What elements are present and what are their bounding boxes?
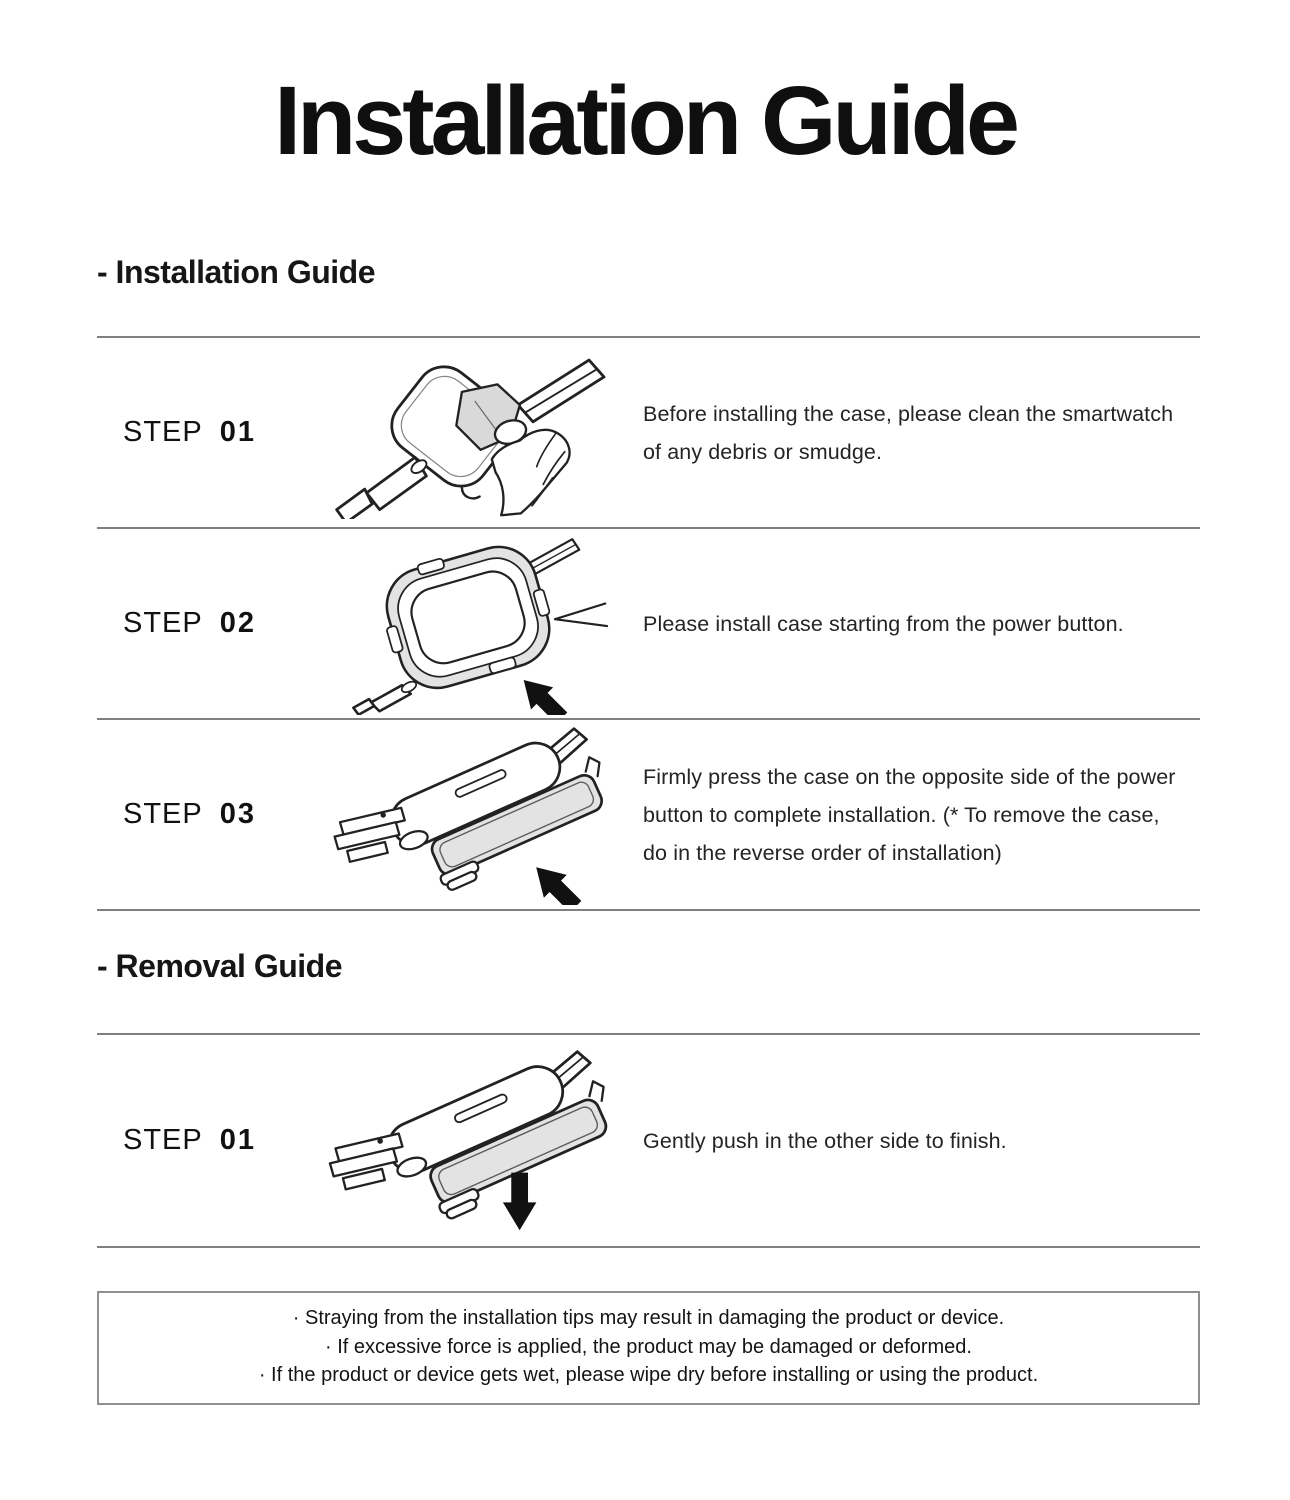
page-title: Installation Guide	[274, 66, 1016, 175]
description-line: button to complete installation. (* To remove the case,	[643, 802, 1160, 827]
watch-press-into-case-illustration	[315, 725, 635, 905]
install-step-3-description	[635, 758, 1200, 872]
case-install-arrow-illustration	[315, 532, 635, 715]
install-step-1-label	[97, 416, 315, 449]
removal-step-1-label	[97, 1124, 315, 1157]
step-number: 02	[219, 607, 257, 639]
caution-notes-box	[97, 1291, 1200, 1405]
removal-step-1-row	[97, 1035, 1200, 1248]
description-line: of any debris or smudge.	[643, 439, 883, 464]
step-number: 01	[219, 1124, 257, 1156]
installation-section-heading: - Installation Guide	[97, 254, 376, 290]
removal-step-1-description	[635, 1122, 1200, 1160]
removal-steps-table	[97, 1033, 1200, 1248]
description-line: Please install case starting from the power button.	[643, 611, 1124, 636]
step-number: 03	[219, 798, 257, 830]
step-word: STEP	[123, 798, 203, 830]
step-word: STEP	[123, 416, 203, 448]
install-step-2-row	[97, 529, 1200, 720]
description-line: Firmly press the case on the opposite side of the power	[643, 764, 1176, 789]
install-step-3-row	[97, 720, 1200, 911]
note-line: · If excessive force is applied, the product may be damaged or deformed.	[324, 1335, 972, 1358]
install-step-2-description	[635, 605, 1200, 643]
watch-cleaning-illustration	[315, 347, 635, 519]
note-line: · If the product or device gets wet, please wipe dry before installing or using the product.	[258, 1364, 1039, 1386]
step-word: STEP	[123, 1124, 203, 1156]
description-line: Before installing the case, please clean the smartwatch	[643, 401, 1174, 426]
install-step-1-description	[635, 395, 1200, 471]
removal-section-heading: - Removal Guide	[97, 948, 342, 984]
description-line: do in the reverse order of installation)	[643, 840, 1002, 865]
description-line: Gently push in the other side to finish.	[643, 1128, 1007, 1153]
note-line: · Straying from the installation tips may result in damaging the product or device.	[292, 1307, 1005, 1329]
install-step-1-row	[97, 338, 1200, 529]
install-step-3-label	[97, 798, 315, 831]
watch-push-out-down-arrow-illustration	[315, 1048, 635, 1234]
install-step-2-label	[97, 607, 315, 640]
step-number: 01	[219, 416, 257, 448]
step-word: STEP	[123, 607, 203, 639]
installation-steps-table	[97, 336, 1200, 911]
